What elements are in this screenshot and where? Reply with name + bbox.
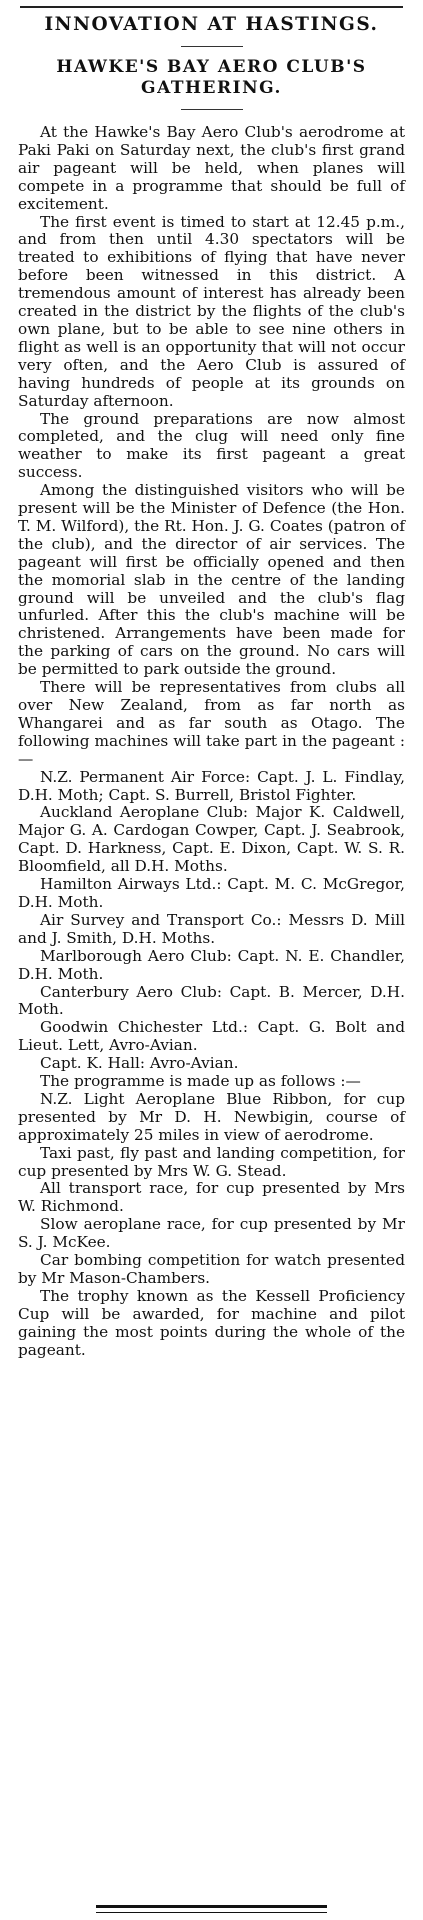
paragraph: The ground preparations are now almost completed, and the clug will need only fine weather to make its first pageant a great success. — [18, 409, 405, 482]
headline-divider — [181, 46, 243, 47]
list-item: Goodwin Chichester Ltd.: Capt. G. Bolt and Lieut. Lett, Avro-Avian. — [18, 1018, 405, 1055]
list-item: Canterbury Aero Club: Capt. B. Mercer, D.H. Moth. — [18, 982, 405, 1019]
list-item: Hamilton Airways Ltd.: Capt. M. C. McGregor, D.H. Moth. — [18, 875, 405, 911]
list-item: Marlborough Aero Club: Capt. N. E. Chandler, D.H. Moth. — [18, 946, 405, 983]
paragraph: Among the distinguished visitors who will be present will be the Minister of Defence (the Hon. T. M. Wilford), the Rt. Hon. J. G. Coates (patron of the club), and the director of air services. The pageant will first be officially opened and then the momorial slab in the centre of the landing ground will be unveiled and the club's flag unfurled. After this the club's machine will be christened. Arrangements have been made for the parking of cars on the ground. No cars will be permitted to park outside the ground. — [18, 481, 405, 679]
list-item: Auckland Aeroplane Club: Major K. Caldwell, Major G. A. Cardogan Cowper, Capt. J. Seabrook, Capt. D. Harkness, Capt. E. Dixon, Capt. W. S. R. Bloomfield, all D.H. Moths. — [18, 803, 405, 876]
subheadline: HAWKE'S BAY AERO CLUB'S GATHERING. — [56, 57, 367, 98]
paragraph: The programme is made up as follows :— — [40, 1072, 361, 1091]
paragraph: At the Hawke's Bay Aero Club's aerodrome at Paki Paki on Saturday next, the club's first grand air pageant will be held, when planes will compete in a programme that should be full of excitement. — [18, 123, 405, 213]
list-item: All transport race, for cup presented by Mrs W. Richmond. — [18, 1179, 405, 1216]
article-body — [18, 124, 405, 1360]
bottom-rule — [96, 1905, 327, 1913]
list-item: N.Z. Light Aeroplane Blue Ribbon, for cup presented by Mr D. H. Newbigin, course of approximately 25 miles in view of aerodrome. — [18, 1089, 405, 1144]
list-item: Slow aeroplane race, for cup presented by Mr S. J. McKee. — [18, 1215, 405, 1252]
list-item: Air Survey and Transport Co.: Messrs D. Mill and J. Smith, D.H. Moths. — [18, 910, 405, 947]
list-item: Taxi past, fly past and landing competition, for cup presented by Mrs W. G. Stead. — [18, 1143, 405, 1180]
headline: INNOVATION AT HASTINGS. — [44, 14, 379, 35]
paragraph: The trophy known as the Kessell Proficiency Cup will be awarded, for machine and pilot gaining the most points during the whole of the pageant. — [18, 1286, 405, 1359]
list-item: N.Z. Permanent Air Force: Capt. J. L. Findlay, D.H. Moth; Capt. S. Burrell, Bristol Fighter. — [18, 767, 405, 804]
top-rule — [20, 6, 403, 8]
list-item: Car bombing competition for watch presented by Mr Mason-Chambers. — [18, 1251, 405, 1287]
list-item: Capt. K. Hall: Avro-Avian. — [40, 1054, 239, 1073]
subhead-divider — [181, 109, 243, 110]
paragraph: The first event is timed to start at 12.45 p.m., and from then until 4.30 spectators will be treated to exhibitions of flying that have never before been witnessed in this district. A tremendous amount of interest has already been created in the district by the flights of the club's own plane, but to be able to see nine others in flight as well is an opportunity that will not occur very often, and the Aero Club is assured of having hundreds of people at its grounds on Saturday afternoon. — [18, 212, 405, 410]
paragraph: There will be representatives from clubs all over New Zealand, from as far north as Whangarei and as far south as Otago. The following machines will take part in the pageant :— — [18, 678, 405, 768]
